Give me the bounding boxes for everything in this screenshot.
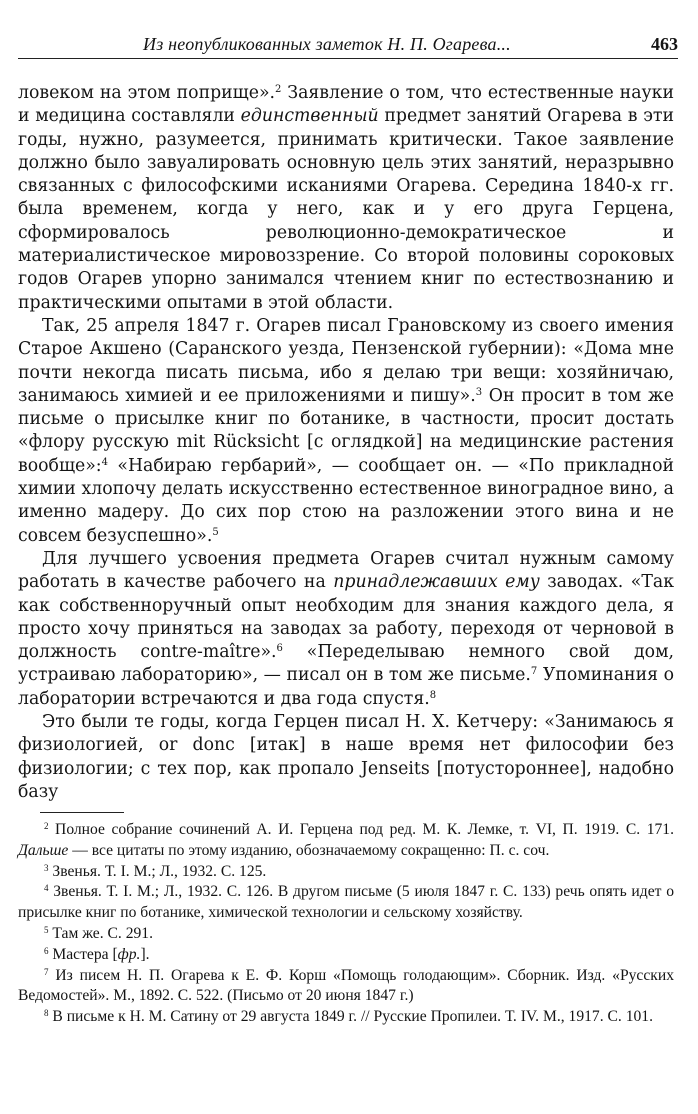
- text-run: Он просит в том же письме о присылке книг по ботанике, в частности, просит достать «флору русскую mit Rücksicht [с оглядкой] на медицинские растения вообще»:: [18, 385, 675, 476]
- footnote-ref: 6: [276, 643, 283, 655]
- footnote: [18, 820, 674, 862]
- paragraph-2: [18, 315, 674, 548]
- text-run: «Переделываю немного свой дом, устраиваю лабораторию», — писал он в том же письме.: [18, 642, 675, 686]
- footnote-text: Там же. С. 291.: [48, 924, 153, 942]
- footnote-text: Мастера [: [48, 945, 118, 963]
- footnote: [18, 1007, 674, 1028]
- header-rule: [18, 58, 678, 59]
- footnote: [18, 862, 674, 883]
- paragraph-4: [18, 711, 674, 804]
- paragraph-1: [18, 82, 674, 315]
- footnote-text: ].: [140, 945, 150, 963]
- footnote-number: 6: [44, 945, 49, 956]
- main-text: [18, 82, 674, 804]
- emphasis: фр.: [117, 945, 141, 963]
- footnote-number: 2: [44, 821, 49, 831]
- footnote: [18, 945, 674, 966]
- footnote-text: — все цитаты по этому изданию, обозначаемому сокращенно: П. с. соч.: [68, 841, 550, 859]
- running-header: [18, 34, 678, 56]
- emphasis: единственный: [240, 106, 379, 127]
- text-run: Так, 25 апреля 1847 г. Огарев писал Грановскому из своего имения Старое Акшено (Саранского уезда, Пензенской губернии): «Дома мне почти некогда писать письма, ибо я делаю три вещи: хозяйничаю, занимаюсь химией и ее приложениями и пишу».: [18, 315, 674, 406]
- footnote-ref: 8: [429, 689, 437, 701]
- footnote-number: 8: [44, 1008, 49, 1019]
- text-run: предмет занятий Огарева в эти годы, нужно, разумеется, принимать критически. Такое заявление должно было завуалировать основную цель этих занятий, неразрывно связанных с философскими исканиями Огарева. Середина 1840-х гг. была временем, когда у него, как и у его друга Герцена, сформировалось революционно-демократическое и материалистическое мировоззрение. Со второй половины сороковых годов Огарев упорно занимался чтением книг по естествознанию и практическими опытами в этой области.: [18, 106, 674, 313]
- footnote-text: В письме к Н. М. Сатину от 29 августа 1849 г. // Русские Пропилеи. Т. IV. М., 1917. С. 101.: [48, 1008, 653, 1026]
- footnote-ref: 7: [530, 666, 538, 678]
- footnote-ref: 2: [275, 84, 282, 95]
- footnote: [18, 882, 674, 924]
- footnote: [18, 924, 674, 945]
- footnote-text: Из писем Н. П. Огарева к Е. Ф. Корш «Помощь голодающим». Сборник. Изд. «Русских Ведомостей». М., 1892. С. 522. (Письмо от 20 июня 1847 г.): [18, 966, 674, 1005]
- footnote-number: 5: [44, 924, 49, 935]
- footnote-ref: 4: [101, 456, 109, 468]
- footnote-text: Звенья. Т. I. М.; Л., 1932. С. 125.: [48, 862, 267, 880]
- footnote-ref: 5: [212, 526, 219, 538]
- text-run: Это были те годы, когда Герцен писал Н. Х. Кетчеру: «Занимаюсь я физиологией, or donc [итак] в наше время нет философии без физиологии; с тех пор, как пропало Jenseits [потустороннее], надобно базу: [18, 712, 674, 802]
- footnote-rule: [40, 812, 124, 813]
- text-run: Заявление о том, что естественные науки и медицина составляли: [18, 83, 674, 127]
- running-title: Из неопубликованных заметок Н. П. Огарева...: [143, 34, 511, 54]
- text-run: «Набираю гербарий», — сообщает он. — «По прикладной химии хлопочу делать искусственно естественное виноградное вино, а именно мадеру. До сих пор стою на разложении этого вина и не совсем безуспешно».: [18, 455, 674, 546]
- footnote: [18, 966, 674, 1008]
- footnote-ref: 3: [475, 386, 483, 398]
- footnote-number: 4: [44, 883, 49, 894]
- emphasis: Дальше: [18, 841, 69, 859]
- text-run: заводах. «Так как собственноручный опыт необходим для знания каждого дела, я просто хочу приняться на заводах за работу, переходя от черновой в должность contre-maître».: [18, 572, 674, 663]
- footnote-text: Полное собрание сочинений А. И. Герцена под ред. М. К. Лемке, т. VI, П. 1919. С. 171.: [48, 821, 674, 838]
- footnote-number: 3: [44, 862, 49, 873]
- text-run: Упоминания о лаборатории встречаются и два года спустя.: [18, 665, 674, 709]
- footnotes: [18, 820, 674, 1028]
- text-run: Для лучшего усвоения предмета Огарев считал нужным самому работать в качестве рабочего на: [18, 548, 674, 593]
- text-run: ловеком на этом поприще».: [18, 83, 276, 103]
- emphasis: принадлежавших ему: [333, 572, 540, 593]
- footnote-text: Звенья. Т. I. М.; Л., 1932. С. 126. В другом письме (5 июля 1847 г. С. 133) речь опять идет о присылке книг по ботанике, химической технологии и сельскому хозяйству.: [18, 883, 674, 922]
- footnote-number: 7: [44, 966, 49, 977]
- page-number: 463: [651, 34, 678, 54]
- paragraph-3: [18, 548, 674, 711]
